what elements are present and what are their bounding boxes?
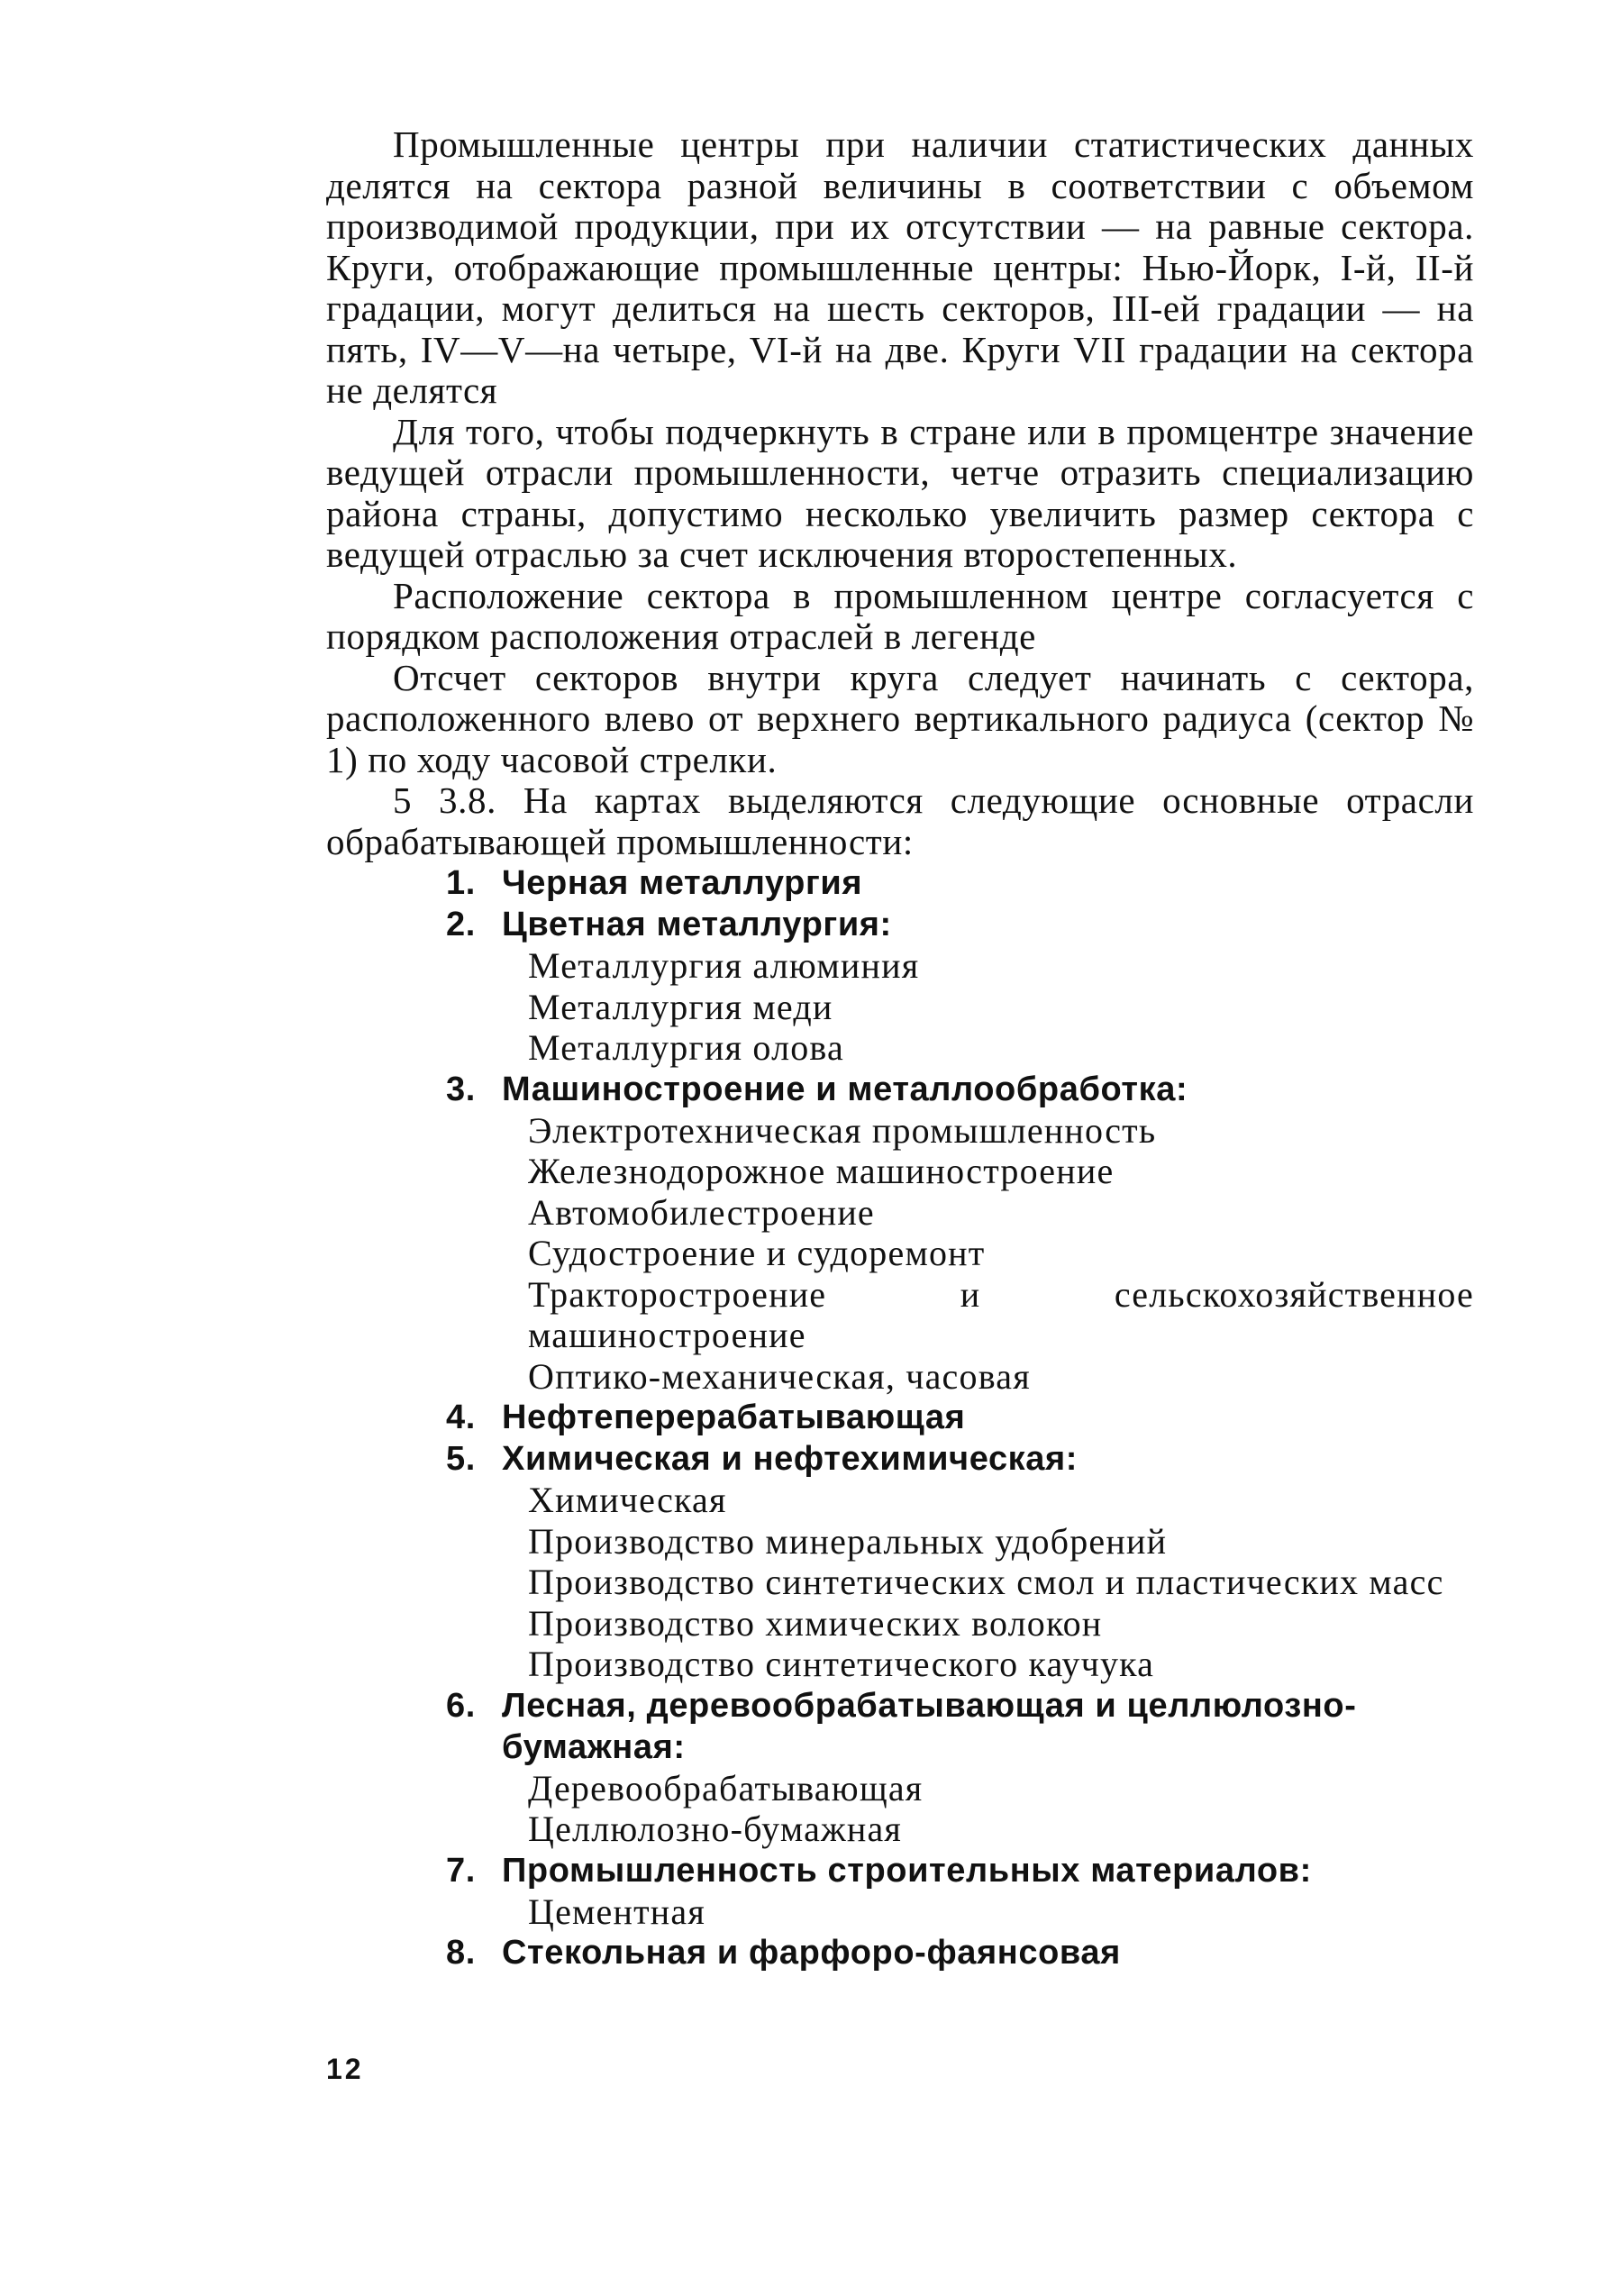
industry-item xyxy=(326,1069,1474,1398)
page-number: 12 xyxy=(326,2053,364,2085)
industry-subitem: Целлюлозно-бумажная xyxy=(528,1809,903,1849)
industry-title: Машиностроение и металлообработка: xyxy=(502,1070,1188,1108)
industry-item xyxy=(326,1438,1474,1685)
industry-item xyxy=(326,1685,1474,1850)
industry-subitem: Железнодорожное машиностроение xyxy=(528,1151,1115,1191)
industry-subitem: Автомобилестроение xyxy=(528,1191,875,1233)
industry-number: 3. xyxy=(446,1070,476,1108)
industry-subitem: Цементная xyxy=(528,1891,705,1932)
industry-title: Стекольная и фарфоро-фаянсовая xyxy=(502,1934,1121,1972)
industry-number: 1. xyxy=(446,864,476,902)
industry-number: 8. xyxy=(446,1934,476,1972)
paragraph-sectors: Промышленные центры при наличии статистических данных делятся на сектора разной величины в соответствии с объемом производимой продукции, при их отсутствии — на равные сектора. Круги, отображающие промышленные центры: Нью-Йорк, I-й, II-й градации, могут делиться на шесть секторов, III-ей градации — на пять, IV—V—на четыре, VI-й на две. Круги VII градации на сектора не делятся xyxy=(326,123,1474,411)
industry-number: 2. xyxy=(446,906,476,943)
industry-item xyxy=(326,1397,1474,1438)
industry-title: Промышленность строительных материалов: xyxy=(502,1851,1312,1890)
paragraph-sector-order: Расположение сектора в промышленном центре согласуется с порядком расположения отраслей в легенде xyxy=(326,574,1474,657)
industry-item xyxy=(326,1932,1474,1973)
paragraph-section-5-3-8: 5 3.8. На картах выделяются следующие основные отрасли обрабатывающей промышленности: xyxy=(326,779,1474,862)
industry-subitem: Электротехническая промышленность xyxy=(528,1109,1157,1151)
industry-item xyxy=(326,904,1474,1069)
industry-title: Цветная металлургия: xyxy=(502,906,892,943)
paragraph-sector-counting: Отсчет секторов внутри круга следует начинать с сектора, расположенного влево от верхнего вертикального радиуса (сектор № 1) по ходу часовой стрелки. xyxy=(326,656,1474,780)
industry-subitem: Производство минеральных удобрений xyxy=(528,1520,1168,1562)
industry-item xyxy=(326,1850,1474,1933)
industry-subitem: Оптико-механическая, часовая xyxy=(528,1355,1031,1397)
industry-subitem: Тракторостроение и сельскохозяйственное машиностроение xyxy=(528,1273,1474,1355)
industry-subitem: Металлургия меди xyxy=(528,986,833,1027)
industry-subitem: Металлургия алюминия xyxy=(528,945,920,986)
page-body xyxy=(326,124,1474,1973)
industry-title: Черная металлургия xyxy=(502,864,863,902)
industry-subitem: Деревообрабатывающая xyxy=(528,1767,924,1809)
industry-title: Химическая и нефтехимическая: xyxy=(502,1440,1079,1478)
industry-number: 7. xyxy=(446,1851,476,1890)
industry-subitem: Производство синтетических смол и пластических масс xyxy=(528,1562,1444,1602)
industry-item xyxy=(326,862,1474,904)
industry-number: 6. xyxy=(446,1686,476,1725)
industry-subitem: Судостроение и судоремонт xyxy=(528,1233,986,1273)
industry-subitem: Производство химических волокон xyxy=(528,1602,1103,1644)
industry-number: 4. xyxy=(446,1399,476,1436)
paragraph-leading-industry: Для того, чтобы подчеркнуть в стране или в промцентре значение ведущей отрасли промышленности, четче отразить специализацию района страны, допустимо несколько увеличить размер сектора с ведущей отраслью за счет исключения второстепенных. xyxy=(326,410,1474,575)
industry-number: 5. xyxy=(446,1440,476,1478)
industry-title: Лесная, деревообрабатывающая и целлюлозно-бумажная: xyxy=(502,1686,1357,1766)
industry-list xyxy=(326,862,1474,1973)
industry-subitem: Химическая xyxy=(528,1480,727,1520)
industry-title: Нефтеперерабатывающая xyxy=(502,1399,966,1436)
industry-subitem: Производство синтетического каучука xyxy=(528,1644,1155,1684)
industry-subitem: Металлургия олова xyxy=(528,1027,844,1068)
